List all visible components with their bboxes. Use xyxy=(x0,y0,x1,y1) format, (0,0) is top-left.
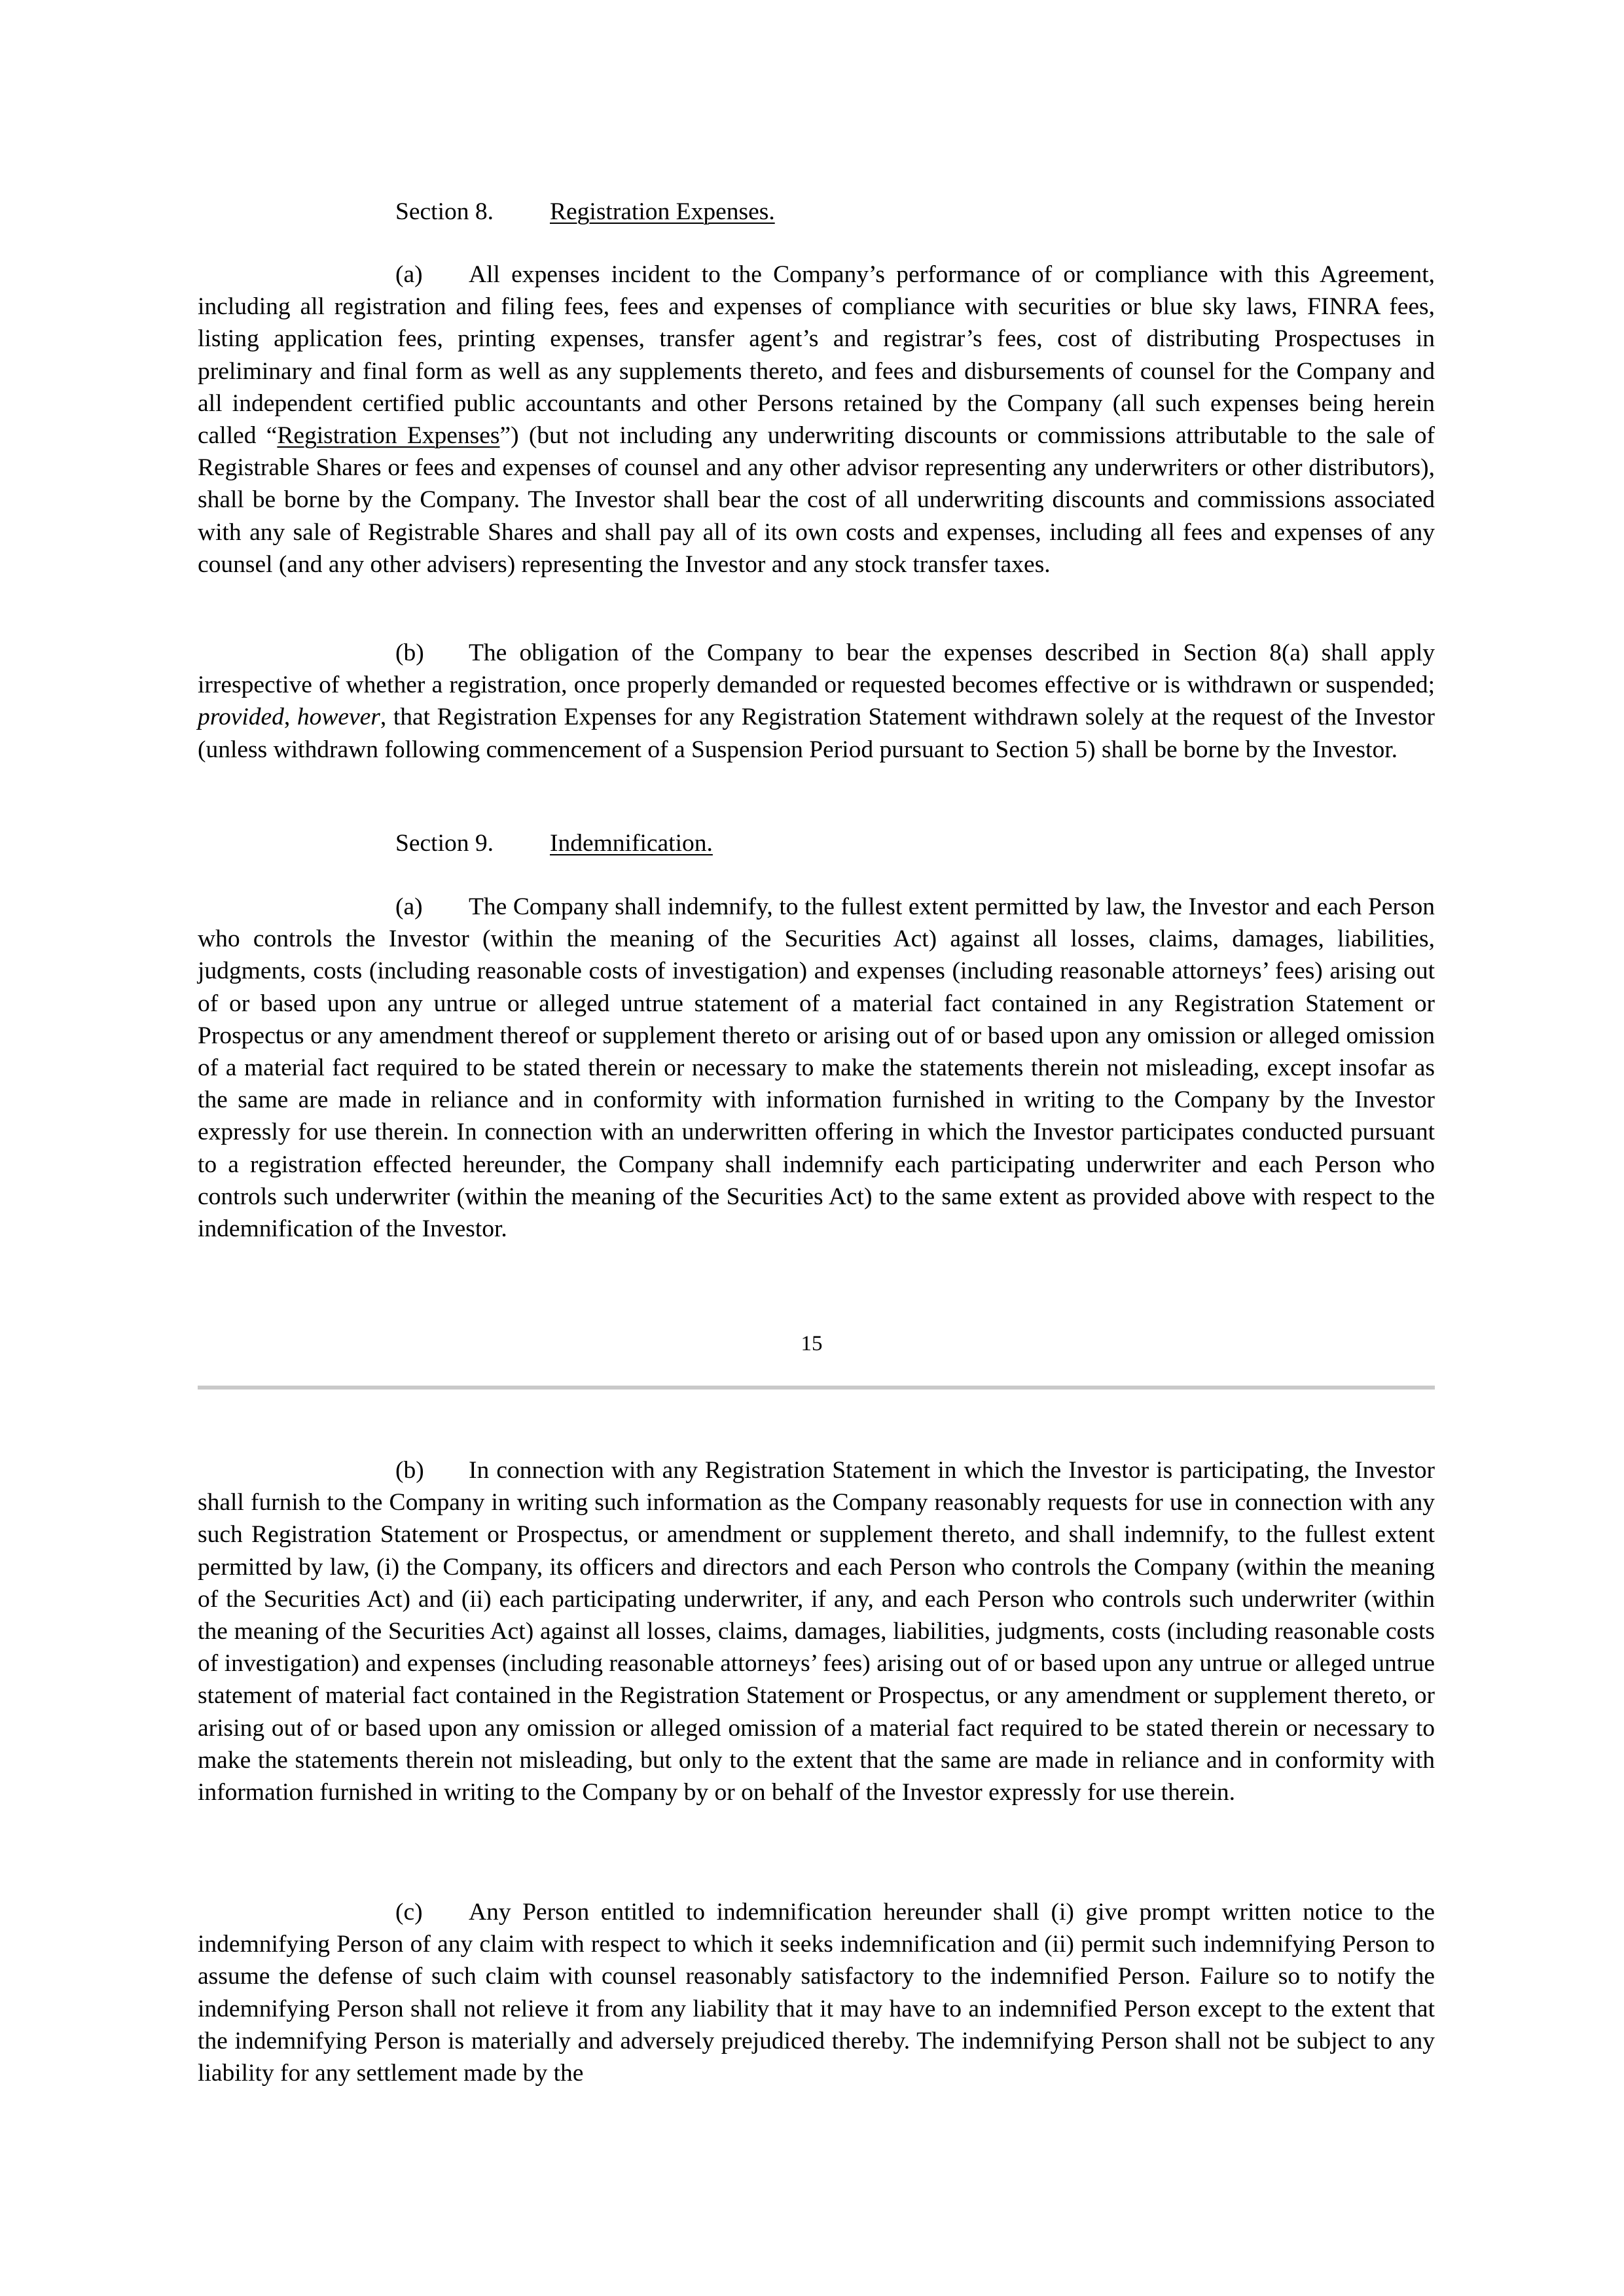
section-8-title: Registration Expenses. xyxy=(550,198,775,225)
paragraph-8a xyxy=(198,259,1435,581)
paragraph-9b-label: (b) xyxy=(395,1457,424,1484)
paragraph-8a-text-2: ”) (but not including any underwriting discounts or commissions attributable to the sale of Registrable Shares or fees and expenses of counsel and any other advisor representing any underwriters or other distributors), shall be borne by the Company. The Investor shall bear the cost of all underwriting discounts and commissions associated with any sale of Registrable Shares and shall pay all of its own costs and expenses, including all fees and expenses of any counsel (and any other advisers) representing the Investor and any stock transfer taxes. xyxy=(198,422,1435,578)
page-break-divider xyxy=(198,1386,1435,1390)
paragraph-9a-label: (a) xyxy=(395,893,423,920)
paragraph-8b xyxy=(198,637,1435,766)
section-8-number: Section 8. xyxy=(395,198,494,225)
paragraph-8b-italic-provided: provided xyxy=(198,704,284,731)
section-9-heading xyxy=(395,827,713,859)
paragraph-9a xyxy=(198,891,1435,1245)
paragraph-9c-label: (c) xyxy=(395,1899,423,1926)
paragraph-8b-text-1: The obligation of the Company to bear the expenses described in Section 8(a) shall apply irrespective of whether a registration, once properly demanded or requested becomes effective or is withdrawn or suspended; xyxy=(198,639,1435,699)
section-9-title: Indemnification. xyxy=(550,830,713,857)
paragraph-9c-text: Any Person entitled to indemnification hereunder shall (i) give prompt written notice to the indemnifying Person of any claim with respect to which it seeks indemnification and (ii) permit such indemnifying Person to assume the defense of such claim with counsel reasonably satisfactory to the indemnified Person. Failure so to notify the indemnifying Person shall not relieve it from any liability that it may have to an indemnified Person except to the extent that the indemnifying Person is materially and adversely prejudiced thereby. The indemnifying Person shall not be subject to any liability for any settlement made by the xyxy=(198,1899,1435,2087)
defined-term-registration-expenses: Registration Expenses xyxy=(277,422,500,450)
paragraph-8b-italic-however: however xyxy=(297,704,380,731)
paragraph-8b-comma: , xyxy=(283,704,297,731)
paragraph-9c xyxy=(198,1896,1435,2089)
paragraph-8a-text-1: All expenses incident to the Company’s performance of or compliance with this Agreement, including all registration and filing fees, fees and expenses of compliance with securities or blue sky laws, FINRA fees, listing application fees, printing expenses, transfer agent’s and registrar’s fees, cost of distributing Prospectuses in preliminary and final form as well as any supplements thereto, and fees and disbursements of counsel for the Company and all independent certified public accountants and other Persons retained by the Company (all such expenses being herein called “ xyxy=(198,261,1435,450)
paragraph-8a-label: (a) xyxy=(395,261,423,288)
section-8-heading xyxy=(395,196,775,228)
page-number: 15 xyxy=(801,1332,823,1355)
paragraph-9a-text: The Company shall indemnify, to the fullest extent permitted by law, the Investor and each Person who controls the Investor (within the meaning of the Securities Act) against all losses, claims, damages, liabilities, judgments, costs (including reasonable costs of investigation) and expenses (including reasonable attorneys’ fees) arising out of or based upon any untrue or alleged untrue statement of a material fact contained in any Registration Statement or Prospectus or any amendment thereof or supplement thereto or arising out of or based upon any omission or alleged omission of a material fact required to be stated therein or necessary to make the statements therein not misleading, except insofar as the same are made in reliance and in conformity with information furnished in writing to the Company by the Investor expressly for use therein. In connection with an underwritten offering in which the Investor participates conducted pursuant to a registration effected hereunder, the Company shall indemnify each participating underwriter and each Person who controls such underwriter (within the meaning of the Securities Act) to the same extent as provided above with respect to the indemnification of the Investor. xyxy=(198,893,1435,1243)
section-9-number: Section 9. xyxy=(395,830,494,857)
paragraph-9b-text: In connection with any Registration Statement in which the Investor is participating, the Investor shall furnish to the Company in writing such information as the Company reasonably requests for use in connection with any such Registration Statement or Prospectus, or amendment or supplement thereto, and shall indemnify, to the fullest extent permitted by law, (i) the Company, its officers and directors and each Person who controls the Company (within the meaning of the Securities Act) and (ii) each participating underwriter, if any, and each Person who controls such underwriter (within the meaning of the Securities Act) against all losses, claims, damages, liabilities, judgments, costs (including reasonable costs of investigation) and expenses (including reasonable attorneys’ fees) arising out of or based upon any untrue or alleged untrue statement of material fact contained in the Registration Statement or Prospectus, or any amendment or supplement thereto, or arising out of or based upon any omission or alleged omission of a material fact required to be stated therein or necessary to make the statements therein not misleading, but only to the extent that the same are made in reliance and in conformity with information furnished in writing to the Company by or on behalf of the Investor expressly for use therein. xyxy=(198,1457,1435,1806)
paragraph-9b xyxy=(198,1454,1435,1808)
paragraph-8b-text-2: , that Registration Expenses for any Registration Statement withdrawn solely at the request of the Investor (unless withdrawn following commencement of a Suspension Period pursuant to Section 5) shall be borne by the Investor. xyxy=(198,704,1435,763)
paragraph-8b-label: (b) xyxy=(395,639,424,666)
